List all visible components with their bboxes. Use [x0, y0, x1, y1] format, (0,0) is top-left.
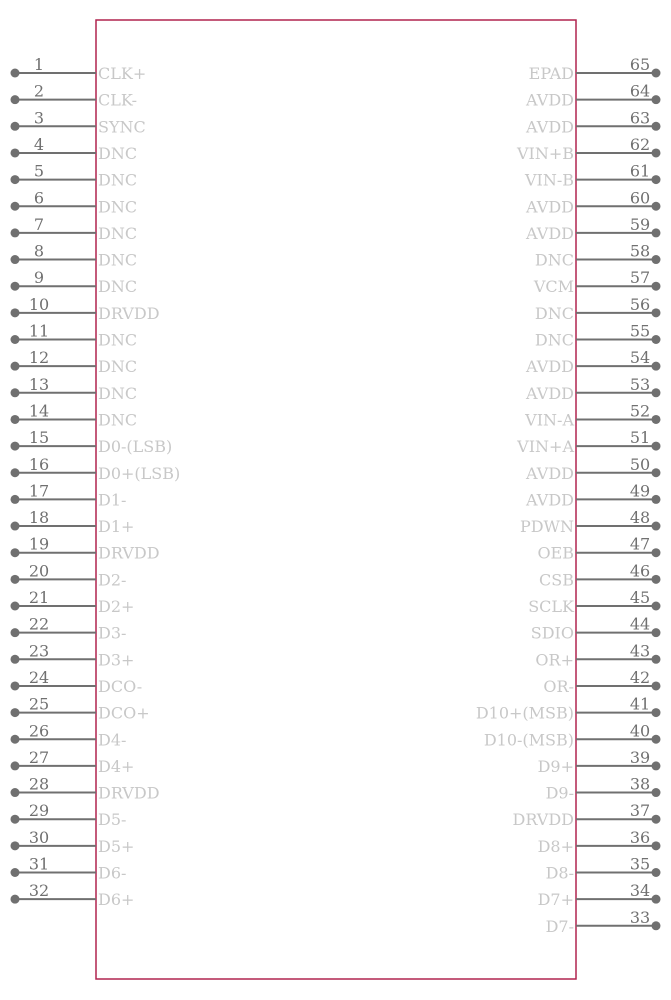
pin-endpoint [652, 122, 661, 131]
pin-name: DNC [98, 223, 138, 243]
pin-number: 24 [28, 667, 50, 687]
pin-12 [11, 348, 138, 376]
pin-number: 34 [629, 881, 651, 901]
pin-42 [543, 668, 660, 696]
pin-number: 47 [629, 534, 651, 554]
pin-27 [11, 748, 135, 776]
pin-name: D9+ [537, 756, 574, 776]
pin-endpoint [652, 255, 661, 264]
pin-number: 32 [28, 881, 50, 901]
pin-name: DNC [98, 170, 138, 190]
pin-number: 19 [28, 534, 50, 554]
pin-endpoint [11, 548, 20, 557]
pin-endpoint [11, 415, 20, 424]
pin-number: 1 [33, 55, 45, 74]
pin-number: 62 [629, 134, 651, 154]
pin-endpoint [11, 468, 20, 477]
pin-number: 52 [629, 401, 651, 421]
pin-endpoint [652, 708, 661, 717]
pin-1 [11, 55, 147, 83]
pin-endpoint [652, 815, 661, 824]
pin-endpoint [652, 602, 661, 611]
pin-endpoint [11, 761, 20, 770]
pin-name: DNC [534, 250, 574, 270]
pin-9 [11, 268, 138, 296]
pin-name: AVDD [526, 383, 574, 403]
pin-name: SDIO [530, 623, 574, 643]
pin-number: 37 [629, 801, 651, 821]
pin-name: D5- [98, 810, 127, 830]
pin-40 [484, 721, 661, 749]
pin-number: 8 [33, 241, 45, 261]
pin-name: D7+ [537, 890, 574, 910]
pin-name: DCO+ [98, 703, 150, 723]
ic-body-outline [96, 20, 576, 979]
pin-endpoint [652, 388, 661, 397]
pin-name: DNC [98, 250, 138, 270]
pin-number: 57 [629, 268, 651, 288]
pin-number: 18 [28, 508, 50, 528]
pin-endpoint [652, 69, 661, 78]
pin-endpoint [11, 148, 20, 157]
pin-number: 27 [28, 747, 50, 767]
pin-name: DNC [534, 330, 574, 350]
pin-28 [11, 775, 160, 803]
pin-number: 3 [33, 108, 45, 128]
pin-name: AVDD [526, 357, 574, 377]
pin-18 [11, 508, 135, 536]
pin-endpoint [652, 335, 661, 344]
pin-name: SCLK [528, 597, 574, 616]
pin-56 [535, 295, 661, 323]
pin-name: D6- [98, 863, 127, 883]
pin-number: 30 [28, 827, 50, 847]
pin-name: VIN-A [525, 410, 574, 430]
pin-number: 26 [28, 721, 50, 741]
pin-number: 40 [629, 721, 651, 741]
pin-number: 20 [28, 561, 50, 581]
pin-22 [11, 615, 127, 643]
pin-endpoint [652, 442, 661, 451]
pin-name: DNC [534, 303, 574, 323]
pin-21 [11, 588, 135, 616]
pin-8 [11, 242, 138, 270]
pin-endpoint [11, 522, 20, 531]
pin-number: 39 [629, 747, 651, 767]
pin-54 [525, 348, 660, 376]
pin-endpoint [652, 841, 661, 850]
pin-number: 58 [629, 241, 651, 261]
pin-59 [525, 215, 660, 243]
pin-name: CSB [539, 570, 574, 590]
pin-name: VCM [533, 277, 574, 297]
pin-name: DNC [98, 277, 138, 297]
pin-endpoint [11, 841, 20, 850]
pin-endpoint [11, 788, 20, 797]
pin-endpoint [11, 388, 20, 397]
pin-35 [546, 855, 661, 883]
pin-number: 63 [629, 108, 651, 128]
pin-name: DNC [98, 143, 138, 163]
pin-name: OR- [543, 676, 574, 696]
pin-number: 60 [629, 188, 651, 208]
pin-number: 33 [629, 907, 651, 927]
pin-23 [11, 641, 135, 669]
pin-50 [525, 455, 660, 483]
pin-name: D9- [545, 783, 574, 803]
pin-2 [11, 82, 138, 110]
pin-name: AVDD [526, 117, 574, 137]
pin-number: 45 [629, 588, 651, 607]
pin-endpoint [652, 468, 661, 477]
pin-endpoint [652, 415, 661, 424]
pin-64 [525, 82, 660, 110]
pin-endpoint [11, 202, 20, 211]
pin-number: 25 [28, 694, 50, 714]
pin-endpoint [652, 362, 661, 371]
pin-57 [533, 268, 661, 296]
pin-20 [11, 561, 127, 589]
pin-name: D3- [98, 623, 127, 643]
pin-number: 35 [629, 854, 651, 874]
pin-25 [11, 695, 150, 723]
pin-number: 29 [28, 801, 50, 821]
pin-number: 53 [629, 374, 651, 394]
pin-name: AVDD [526, 463, 574, 483]
pin-endpoint [652, 522, 661, 531]
pin-name: SYNC [98, 117, 146, 137]
pin-number: 4 [33, 134, 45, 154]
pin-number: 6 [33, 188, 45, 208]
pin-endpoint [652, 921, 661, 930]
pin-58 [535, 242, 661, 270]
pin-name: D4+ [98, 756, 135, 776]
pin-name: D2- [98, 570, 127, 590]
pin-name: D7- [545, 916, 574, 936]
pin-number: 42 [629, 667, 651, 687]
pin-number: 17 [28, 481, 50, 501]
pin-endpoint [11, 335, 20, 344]
pin-endpoint [652, 202, 661, 211]
pin-name: VIN+B [516, 143, 574, 163]
pin-4 [11, 135, 138, 163]
pin-name: D10-(MSB) [483, 730, 574, 750]
pin-name: DNC [98, 197, 138, 217]
pin-39 [538, 748, 661, 776]
pin-endpoint [11, 95, 20, 104]
pin-endpoint [652, 628, 661, 637]
pin-13 [11, 375, 138, 403]
pin-endpoint [652, 228, 661, 237]
pin-endpoint [11, 122, 20, 131]
pin-endpoint [11, 655, 20, 664]
pin-endpoint [11, 175, 20, 184]
pin-number: 14 [28, 401, 50, 421]
pin-endpoint [11, 735, 20, 744]
pin-name: DRVDD [98, 543, 160, 563]
pin-endpoint [11, 228, 20, 237]
pin-number: 28 [28, 774, 50, 794]
pin-number: 23 [28, 641, 50, 661]
pin-number: 41 [629, 694, 651, 714]
pin-65 [529, 55, 661, 83]
pin-name: DRVDD [98, 783, 160, 803]
pin-endpoint [11, 708, 20, 717]
pin-name: DCO- [98, 676, 143, 696]
pin-endpoint [11, 681, 20, 690]
pin-endpoint [11, 362, 20, 371]
pin-number: 12 [28, 348, 50, 368]
pin-name: EPAD [528, 64, 574, 83]
pin-number: 64 [629, 81, 651, 101]
pin-name: AVDD [526, 197, 574, 217]
pin-number: 15 [28, 428, 50, 448]
pin-number: 22 [28, 614, 50, 634]
pin-number: 43 [629, 641, 651, 661]
pin-number: 9 [33, 268, 45, 288]
pin-47 [537, 535, 660, 563]
pin-63 [525, 108, 660, 136]
pin-endpoint [11, 308, 20, 317]
pin-name: DRVDD [512, 810, 574, 830]
pin-number: 21 [28, 588, 50, 607]
pin-endpoint [11, 868, 20, 877]
pin-number: 16 [28, 454, 50, 474]
pin-endpoint [652, 761, 661, 770]
pin-name: DNC [98, 357, 138, 377]
pin-61 [524, 162, 661, 190]
pin-endpoint [11, 628, 20, 637]
pin-51 [516, 428, 660, 456]
pin-endpoint [11, 442, 20, 451]
pin-name: D10+(MSB) [475, 703, 574, 723]
pin-33 [546, 908, 661, 936]
pin-6 [11, 188, 138, 216]
pin-name: D3+ [98, 650, 135, 670]
pin-name: D1- [98, 490, 127, 510]
pin-14 [11, 401, 138, 429]
pin-number: 13 [28, 374, 50, 394]
pin-name: AVDD [526, 223, 574, 243]
pin-10 [11, 295, 160, 323]
pin-44 [531, 615, 661, 643]
pin-55 [535, 322, 661, 350]
pin-endpoint [11, 282, 20, 291]
pin-name: CLK+ [98, 64, 147, 83]
pin-name: AVDD [526, 490, 574, 510]
pin-name: D1+ [98, 517, 135, 537]
pin-name: OEB [537, 543, 574, 563]
pin-endpoint [652, 148, 661, 157]
pin-number: 51 [629, 428, 651, 448]
pin-5 [11, 162, 138, 190]
pin-number: 7 [33, 214, 45, 234]
pin-number: 36 [629, 827, 651, 847]
pin-number: 50 [629, 454, 651, 474]
pin-endpoint [652, 308, 661, 317]
pin-name: VIN+A [517, 437, 574, 457]
pin-43 [535, 641, 660, 669]
pin-endpoint [652, 495, 661, 504]
pin-30 [11, 828, 135, 856]
pin-name: D5+ [98, 836, 135, 856]
pin-34 [538, 881, 661, 909]
pin-number: 31 [28, 854, 50, 874]
pin-11 [11, 322, 138, 350]
pin-name: OR+ [535, 650, 574, 670]
pin-endpoint [11, 575, 20, 584]
pin-62 [516, 135, 661, 163]
pin-36 [538, 828, 661, 856]
pin-name: DNC [98, 410, 138, 430]
pin-name: D2+ [98, 597, 135, 616]
pin-15 [11, 428, 173, 456]
pin-endpoint [652, 175, 661, 184]
right-pin-group [476, 55, 661, 936]
pin-name: VIN-B [524, 170, 574, 190]
pin-name: D8- [545, 863, 574, 883]
pin-number: 5 [33, 161, 45, 181]
pin-endpoint [11, 602, 20, 611]
pin-name: DNC [98, 330, 138, 350]
pin-name: AVDD [526, 90, 574, 110]
pin-number: 46 [629, 561, 651, 581]
pin-endpoint [11, 895, 20, 904]
pin-name: D4- [98, 730, 127, 750]
pin-name: PDWN [519, 517, 574, 537]
pin-number: 56 [629, 294, 651, 314]
pin-number: 38 [629, 774, 651, 794]
pin-29 [11, 801, 127, 829]
pin-53 [525, 375, 660, 403]
pin-32 [11, 881, 135, 909]
pin-endpoint [652, 95, 661, 104]
pin-41 [476, 695, 661, 723]
pin-3 [11, 108, 146, 136]
pin-endpoint [652, 895, 661, 904]
pin-52 [524, 401, 660, 429]
pin-number: 59 [629, 214, 651, 234]
pin-endpoint [11, 255, 20, 264]
pin-number: 65 [629, 55, 651, 74]
pin-number: 49 [629, 481, 651, 501]
pin-17 [11, 481, 127, 509]
pin-37 [512, 801, 660, 829]
pin-24 [11, 668, 143, 696]
pin-endpoint [652, 282, 661, 291]
pin-number: 10 [28, 294, 50, 314]
pin-name: DNC [98, 383, 138, 403]
pin-19 [11, 535, 160, 563]
pin-number: 55 [629, 321, 651, 341]
pin-48 [520, 508, 661, 536]
pin-name: DRVDD [98, 303, 160, 323]
pin-name: CLK- [98, 90, 138, 110]
pin-endpoint [11, 69, 20, 78]
pin-endpoint [652, 548, 661, 557]
pin-name: D0+(LSB) [98, 463, 181, 483]
pin-name: D6+ [98, 890, 135, 910]
pin-endpoint [652, 868, 661, 877]
pin-endpoint [652, 735, 661, 744]
pin-7 [11, 215, 138, 243]
pin-46 [539, 561, 660, 589]
pin-number: 2 [33, 81, 45, 101]
pin-60 [525, 188, 660, 216]
pin-number: 54 [629, 348, 651, 368]
pin-endpoint [11, 495, 20, 504]
pin-endpoint [652, 788, 661, 797]
pin-number: 48 [629, 508, 651, 528]
pin-name: D8+ [537, 836, 574, 856]
pin-endpoint [652, 575, 661, 584]
pin-26 [11, 721, 127, 749]
pin-number: 44 [629, 614, 651, 634]
pin-49 [525, 481, 660, 509]
pin-endpoint [652, 655, 661, 664]
pin-number: 61 [629, 161, 651, 181]
pin-endpoint [652, 681, 661, 690]
pin-38 [546, 775, 661, 803]
pin-number: 11 [28, 321, 50, 341]
pin-name: D0-(LSB) [98, 437, 173, 457]
pin-endpoint [11, 815, 20, 824]
pin-31 [11, 855, 127, 883]
pin-45 [528, 588, 660, 616]
